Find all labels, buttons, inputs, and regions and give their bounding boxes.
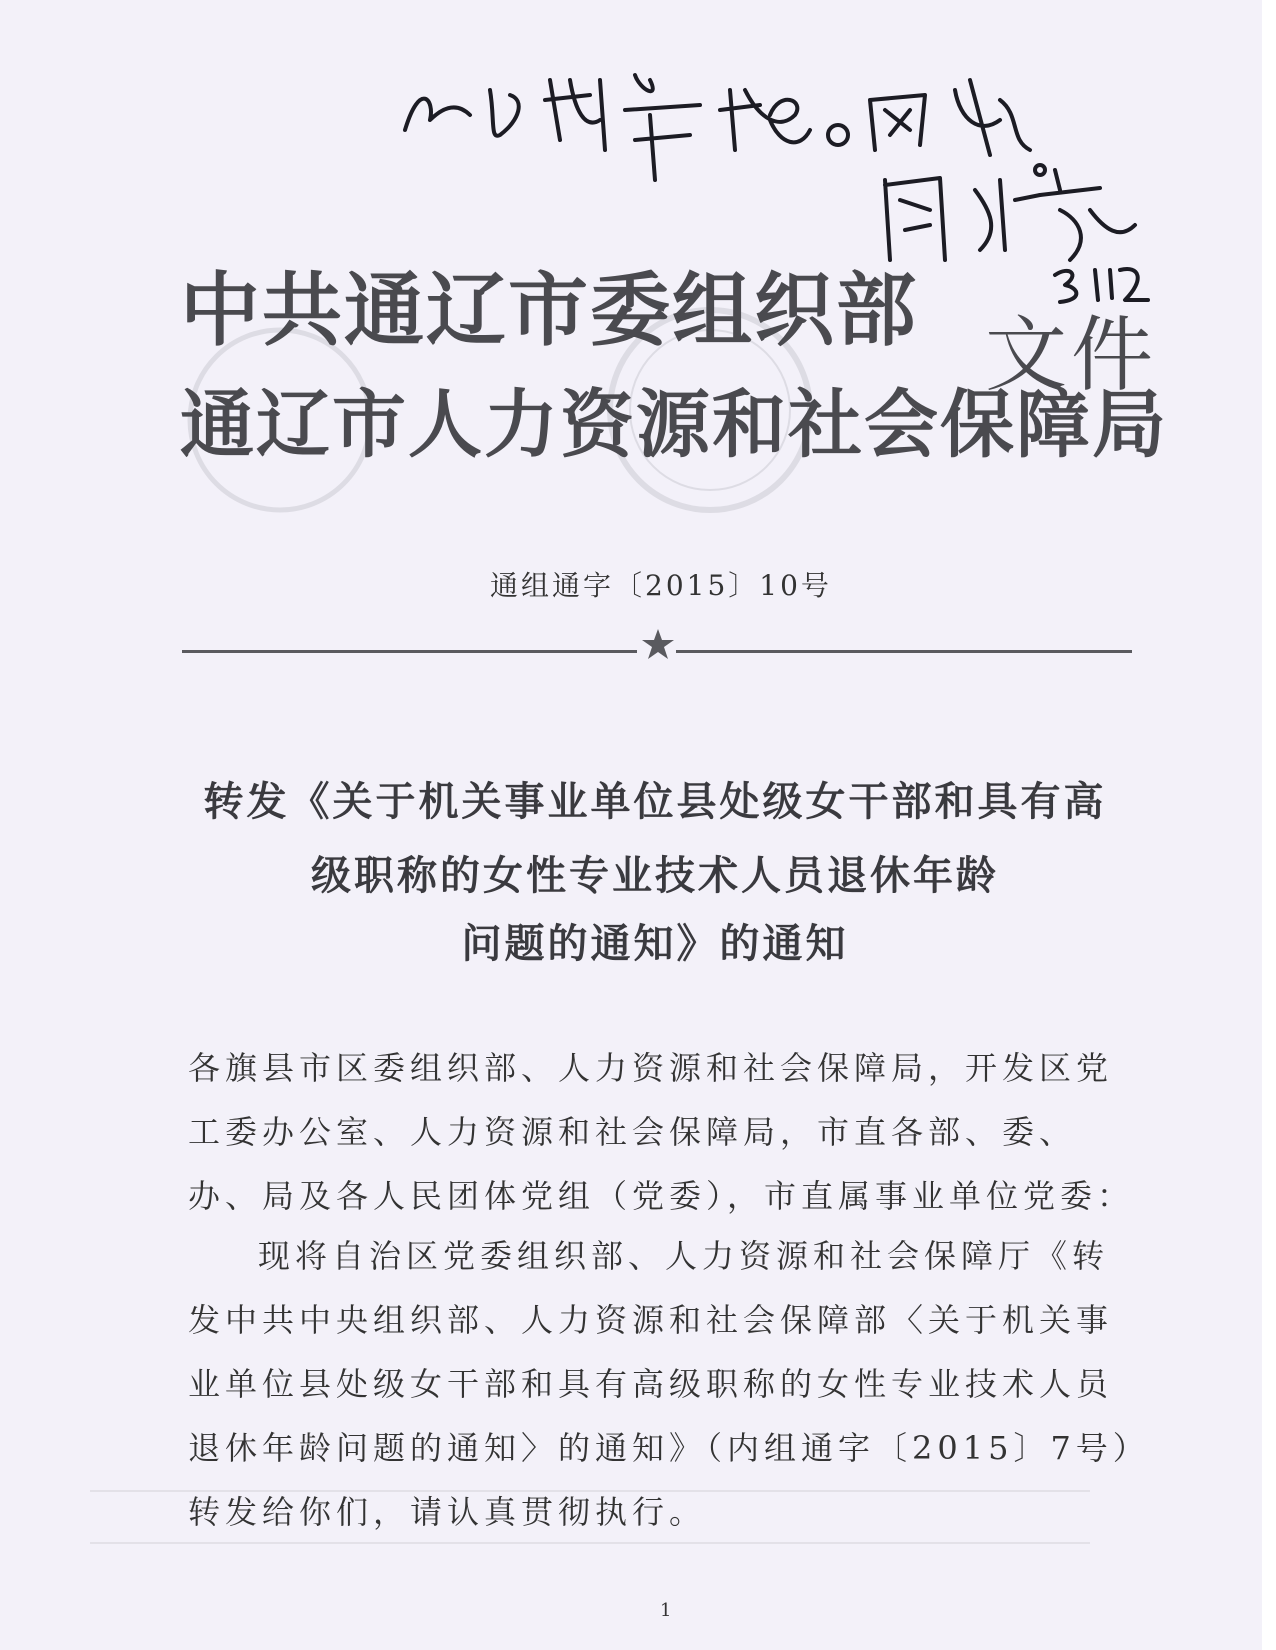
issuing-org-line-2: 通辽市人力资源和社会保障局: [180, 382, 1168, 468]
document-title-line-1: 转发《关于机关事业单位县处级女干部和具有高: [203, 778, 1107, 825]
page-number: 1: [660, 1600, 672, 1621]
issuing-org-line-1: 中共通辽市委组织部: [180, 264, 918, 357]
star-icon: [640, 627, 676, 663]
salutation-paragraph: 各旗县市区委组织部、人力资源和社会保障局，开发区党工委办公室、人力资源和社会保障局，市直各部、委、办、局及各人民团体党组（党委），市直属事业单位党委：: [188, 1049, 1135, 1215]
separator-rule-right: [676, 650, 1132, 653]
document-title-line-2: 级职称的女性专业技术人员退休年龄: [311, 852, 999, 899]
body-paragraph: 现将自治区党委组织部、人力资源和社会保障厅《转发中共中央组织部、人力资源和社会保障部〈关于机关事业单位县处级女干部和具有高级职称的女性专业技术人员退休年龄问题的通知〉的通知》（内组通字〔2015〕7号）转发给你们，请认真贯彻执行。: [188, 1237, 1134, 1531]
scan-edge: [1262, 0, 1276, 1650]
document-title-line-3: 问题的通知》的通知: [461, 920, 849, 967]
document-type-label: 文件: [985, 308, 1158, 403]
document-number: 通组通字〔2015〕10号: [490, 569, 832, 602]
separator-rule-left: [182, 650, 637, 653]
